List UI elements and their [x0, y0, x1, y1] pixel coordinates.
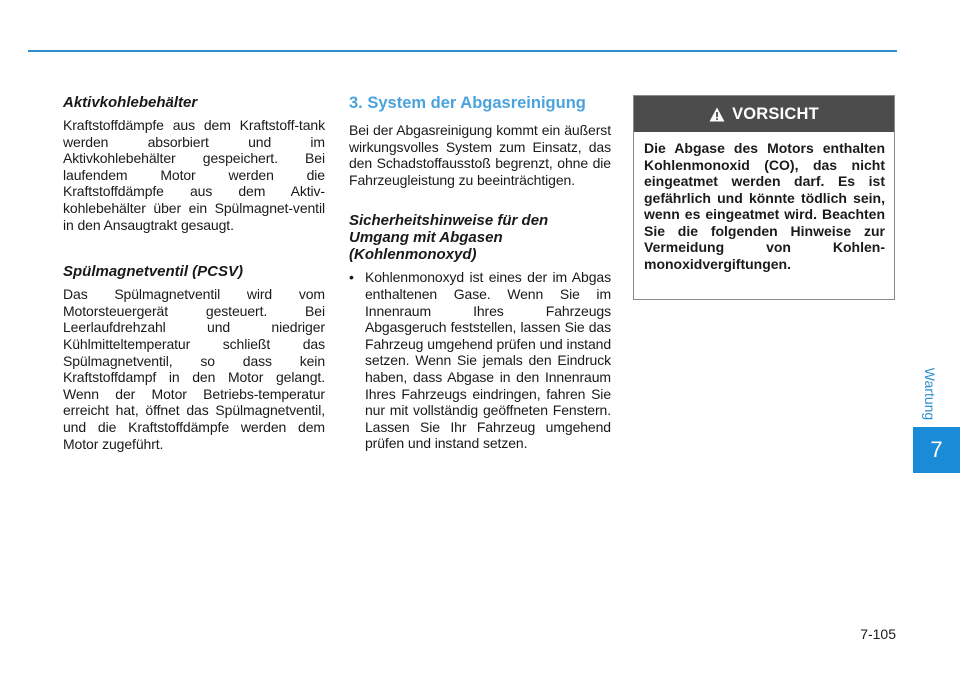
heading-spuelmagnetventil: Spülmagnetventil (PCSV) — [63, 263, 244, 281]
section-label-text: Wartung — [922, 367, 939, 421]
section-title: 3. System der Abgasreinigung — [349, 94, 586, 112]
left-column — [63, 94, 325, 452]
caution-title: VORSICHT — [732, 104, 819, 123]
middle-column — [349, 94, 611, 452]
bullet-mark: • — [349, 269, 354, 286]
caution-box — [633, 95, 895, 300]
paragraph-spuelmagnetventil: Das Spülmagnetventil wird vom Motorsteuergerät gesteuert. Bei Leerlaufdrehzahl und niedriger Kühlmitteltemperatur schließt das Spülmagnetventil, so dass kein Kraftstoffdampf in den Motor gelangt. Wenn der Motor Betriebs-temperatur erreicht hat, öffnet das Spülmagnetventil, und die Kraftstoffdämpfe werden dem Motor zugeführt. — [63, 286, 325, 452]
chapter-number: 7 — [930, 437, 943, 462]
warning-triangle-icon — [709, 107, 725, 122]
heading-aktivkohlebehaelter: Aktivkohlebehälter — [63, 94, 198, 111]
heading-sicherheitshinweise: Sicherheitshinweise für den Umgang mit Abgasen (Kohlenmonoxyd) — [349, 212, 549, 264]
bullet-text: Kohlenmonoxyd ist eines der im Abgas enthaltenen Gase. Wenn Sie im Innenraum Ihres Fahrzeugs Abgasgeruch feststellen, lassen Sie das Fahrzeug umgehend prüfen und instand setzen. Wenn Sie jemals den Eindruck haben, dass Abgase in den Innenraum Ihres Fahrzeugs eindringen, fahren Sie nur mit vollständig geöffneten Fenstern. Lassen Sie Ihr Fahrzeug umgehend prüfen und instand setzen. — [365, 269, 611, 452]
paragraph-abgasreinigung: Bei der Abgasreinigung kommt ein äußerst wirkungsvolles System zum Einsatz, das den Schadstoffausstoß begrenzt, ohne die Fahrzeugleistung zu beeinträchtigen. — [349, 122, 611, 188]
chapter-tab — [913, 427, 960, 473]
caution-text: Die Abgase des Motors enthalten Kohlenmonoxid (CO), das nicht eingeatmet werden darf. Es ist gefährlich und könnte tödlich sein, wenn es eingeatmet wird. Beachten Sie die folgenden Hinweise zur Vermeidung von Kohlen-monoxidvergiftungen. — [644, 140, 885, 272]
page-number: 7-105 — [860, 626, 896, 642]
top-rule — [28, 50, 897, 52]
paragraph-aktivkohlebehaelter: Kraftstoffdämpfe aus dem Kraftstoff-tank werden absorbiert und im Aktivkohlebehälter gespeichert. Bei laufendem Motor werden die Kraftstoffdämpfe aus dem Aktiv-kohlebehälter über ein Spülmagnet-ventil in den Ansaugtrakt gesaugt. — [63, 117, 325, 233]
caution-header — [634, 96, 894, 132]
section-side-label — [913, 362, 947, 426]
list-item — [349, 269, 611, 452]
